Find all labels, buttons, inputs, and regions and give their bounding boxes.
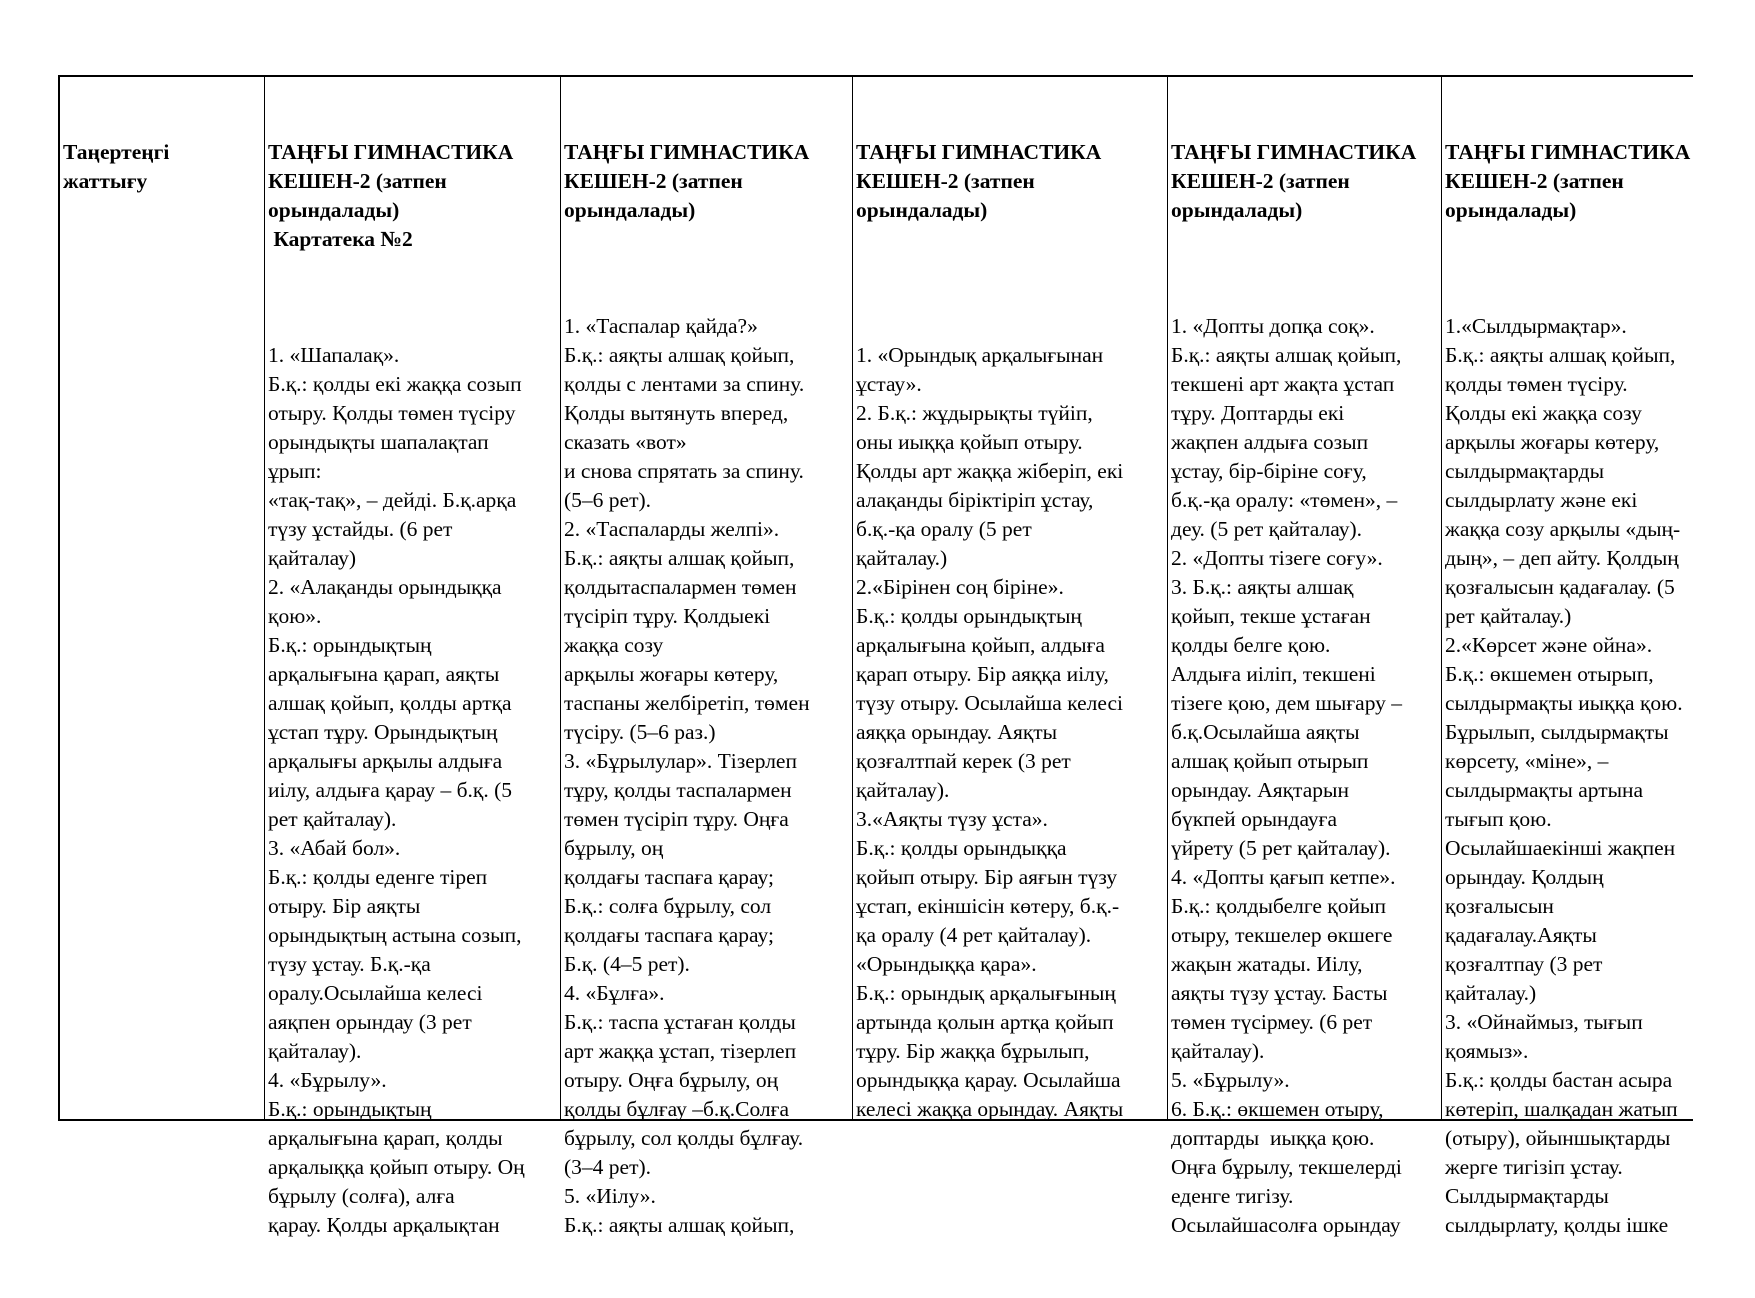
day-column-2 — [560, 77, 852, 1237]
exercise-table — [58, 75, 1693, 1237]
column-body: 1. «Таспалар қайда?» Б.қ.: аяқты алшақ қойып, қолды с лентами за спину. Қолды вытянуть вперед, сказать «вот» и снова спрятать за спину. (5–6 рет). 2. «Таспаларды желпі». Б.қ.: аяқты алшақ қойып, қолдытаспалармен төмен түсіріп тұру. Қолдыекі жаққа созу арқылы жоғары көтеру, таспаны желбіретіп, төмен түсіру. (5–6 раз.) 3. «Бұрылулар». Тізерлеп тұру, қолды таспалармен төмен түсіріп тұру. Оңға бұрылу, оң қолдағы таспаға қарау; Б.қ.: солға бұрылу, сол қолдағы таспаға қарау; Б.қ. (4–5 рет). 4. «Бұлға». Б.қ.: таспа ұстаған қолды арт жаққа ұстап, тізерлеп отыру. Оңға бұрылу, оң қолды бұлғау –б.қ.Солға бұрылу, сол қолды бұлғау. (3–4 рет). 5. «Иілу». Б.қ.: аяқты алшақ қойып, — [564, 314, 810, 1237]
column-title: ТАҢҒЫ ГИМНАСТИКА КЕШЕН-2 (затпен орындалады) — [1171, 140, 1417, 222]
day-column-3 — [852, 77, 1167, 1119]
day-column-5 — [1441, 77, 1695, 1237]
row-label: Таңертеңгі жаттығу — [63, 140, 170, 193]
column-title: ТАҢҒЫ ГИМНАСТИКА КЕШЕН-2 (затпен орындалады) — [856, 140, 1102, 222]
column-body: 1.«Сылдырмақтар». Б.қ.: аяқты алшақ қойып, қолды төмен түсіру. Қолды екі жаққа созу арқылы жоғары көтеру, сылдырмақтарды сылдырлату және екі жаққа созу арқылы «дың- дың», – деп айту. Қолдың қозғалысын қадағалау. (5 рет қайталау.) 2.«Көрсет және ойна». Б.қ.: өкшемен отырып, сылдырмақты иыққа қою. Бұрылып, сылдырмақты көрсету, «міне», – сылдырмақты артына тығып қою. Осылайшаекінші жақпен орындау. Қолдың қозғалысын қадағалау.Аяқты қозғалтпау (3 рет қайталау.) 3. «Ойнаймыз, тығып қоямыз». Б.қ.: қолды бастан асыра көтеріп, шалқадан жатып (отыру), ойыншықтарды жерге тигізіп ұстау. Сылдырмақтарды сылдырлату, қолды ішке — [1445, 314, 1683, 1237]
day-column-4 — [1167, 77, 1441, 1237]
row-label-cell — [60, 77, 264, 1119]
column-body: 1. «Допты допқа соқ». Б.қ.: аяқты алшақ қойып, текшені арт жақта ұстап тұру. Доптарды екі жақпен алдыға созып ұстау, бір-біріне соғу, б.қ.-қа оралу: «төмен», – деу. (5 рет қайталау). 2. «Допты тізеге соғу». 3. Б.қ.: аяқты алшақ қойып, текше ұстаған қолды белге қою. Алдыға иіліп, текшені тізеге қою, дем шығару – б.қ.Осылайша аяқты алшақ қойып отырып орындау. Аяқтарын бүкпей орындауға үйрету (5 рет қайталау). 4. «Допты қағып кетпе». Б.қ.: қолдыбелге қойып отыру, текшелер өкшеге жақын жатады. Иілу, аяқты түзу ұстау. Басты төмен түсірмеу. (6 рет қайталау). 5. «Бұрылу». 6. Б.қ.: өкшемен отыру, доптарды иыққа қою. Оңға бұрылу, текшелерді еденге тигізу. Осылайшасолға орындау — [1171, 314, 1403, 1237]
day-column-1 — [264, 77, 560, 1237]
column-title: ТАҢҒЫ ГИМНАСТИКА КЕШЕН-2 (затпен орындалады) Картатека №2 — [268, 140, 514, 251]
column-title: ТАҢҒЫ ГИМНАСТИКА КЕШЕН-2 (затпен орындалады) — [1445, 140, 1691, 222]
column-body: 1. «Шапалақ». Б.қ.: қолды екі жаққа созып отыру. Қолды төмен түсіру орындықты шапалақтап ұрып: «тақ-тақ», – дейді. Б.қ.арқа түзу ұстайды. (6 рет қайталау) 2. «Алақанды орындыққа қою». Б.қ.: орындықтың арқалығына қарап, аяқты алшақ қойып, қолды артқа ұстап тұру. Орындықтың арқалығы арқылы алдыға иілу, алдыға қарау – б.қ. (5 рет қайталау). 3. «Абай бол». Б.қ.: қолды еденге тіреп отыру. Бір аяқты орындықтың астына созып, түзу ұстау. Б.қ.-қа оралу.Осылайша келесі аяқпен орындау (3 рет қайталау). 4. «Бұрылу». Б.қ.: орындықтың арқалығына қарап, қолды арқалыққа қойып отыру. Оң бұрылу (солға), алға қарау. Қолды арқалықтан — [268, 343, 525, 1237]
column-body: 1. «Орындық арқалығынан ұстау». 2. Б.қ.: жұдырықты түйіп, оны иыққа қойып отыру. Қолды арт жаққа жіберіп, екі алақанды біріктіріп ұстау, б.қ.-қа оралу (5 рет қайталау.) 2.«Бірінен соң біріне». Б.қ.: қолды орындықтың арқалығына қойып, алдыға қарап отыру. Бір аяққа иілу, түзу отыру. Осылайша келесі аяққа орындау. Аяқты қозғалтпай керек (3 рет қайталау). 3.«Аяқты түзу ұста». Б.қ.: қолды орындыққа қойып отыру. Бір аяғын түзу ұстап, екіншісін көтеру, б.қ.- қа оралу (4 рет қайталау). «Орындыққа қара». Б.қ.: орындық арқалығының артында қолын артқа қойып тұру. Бір жаққа бұрылып, орындыққа қарау. Осылайша келесі жаққа орындау. Аяқты — [856, 343, 1124, 1121]
column-title: ТАҢҒЫ ГИМНАСТИКА КЕШЕН-2 (затпен орындалады) — [564, 140, 810, 222]
